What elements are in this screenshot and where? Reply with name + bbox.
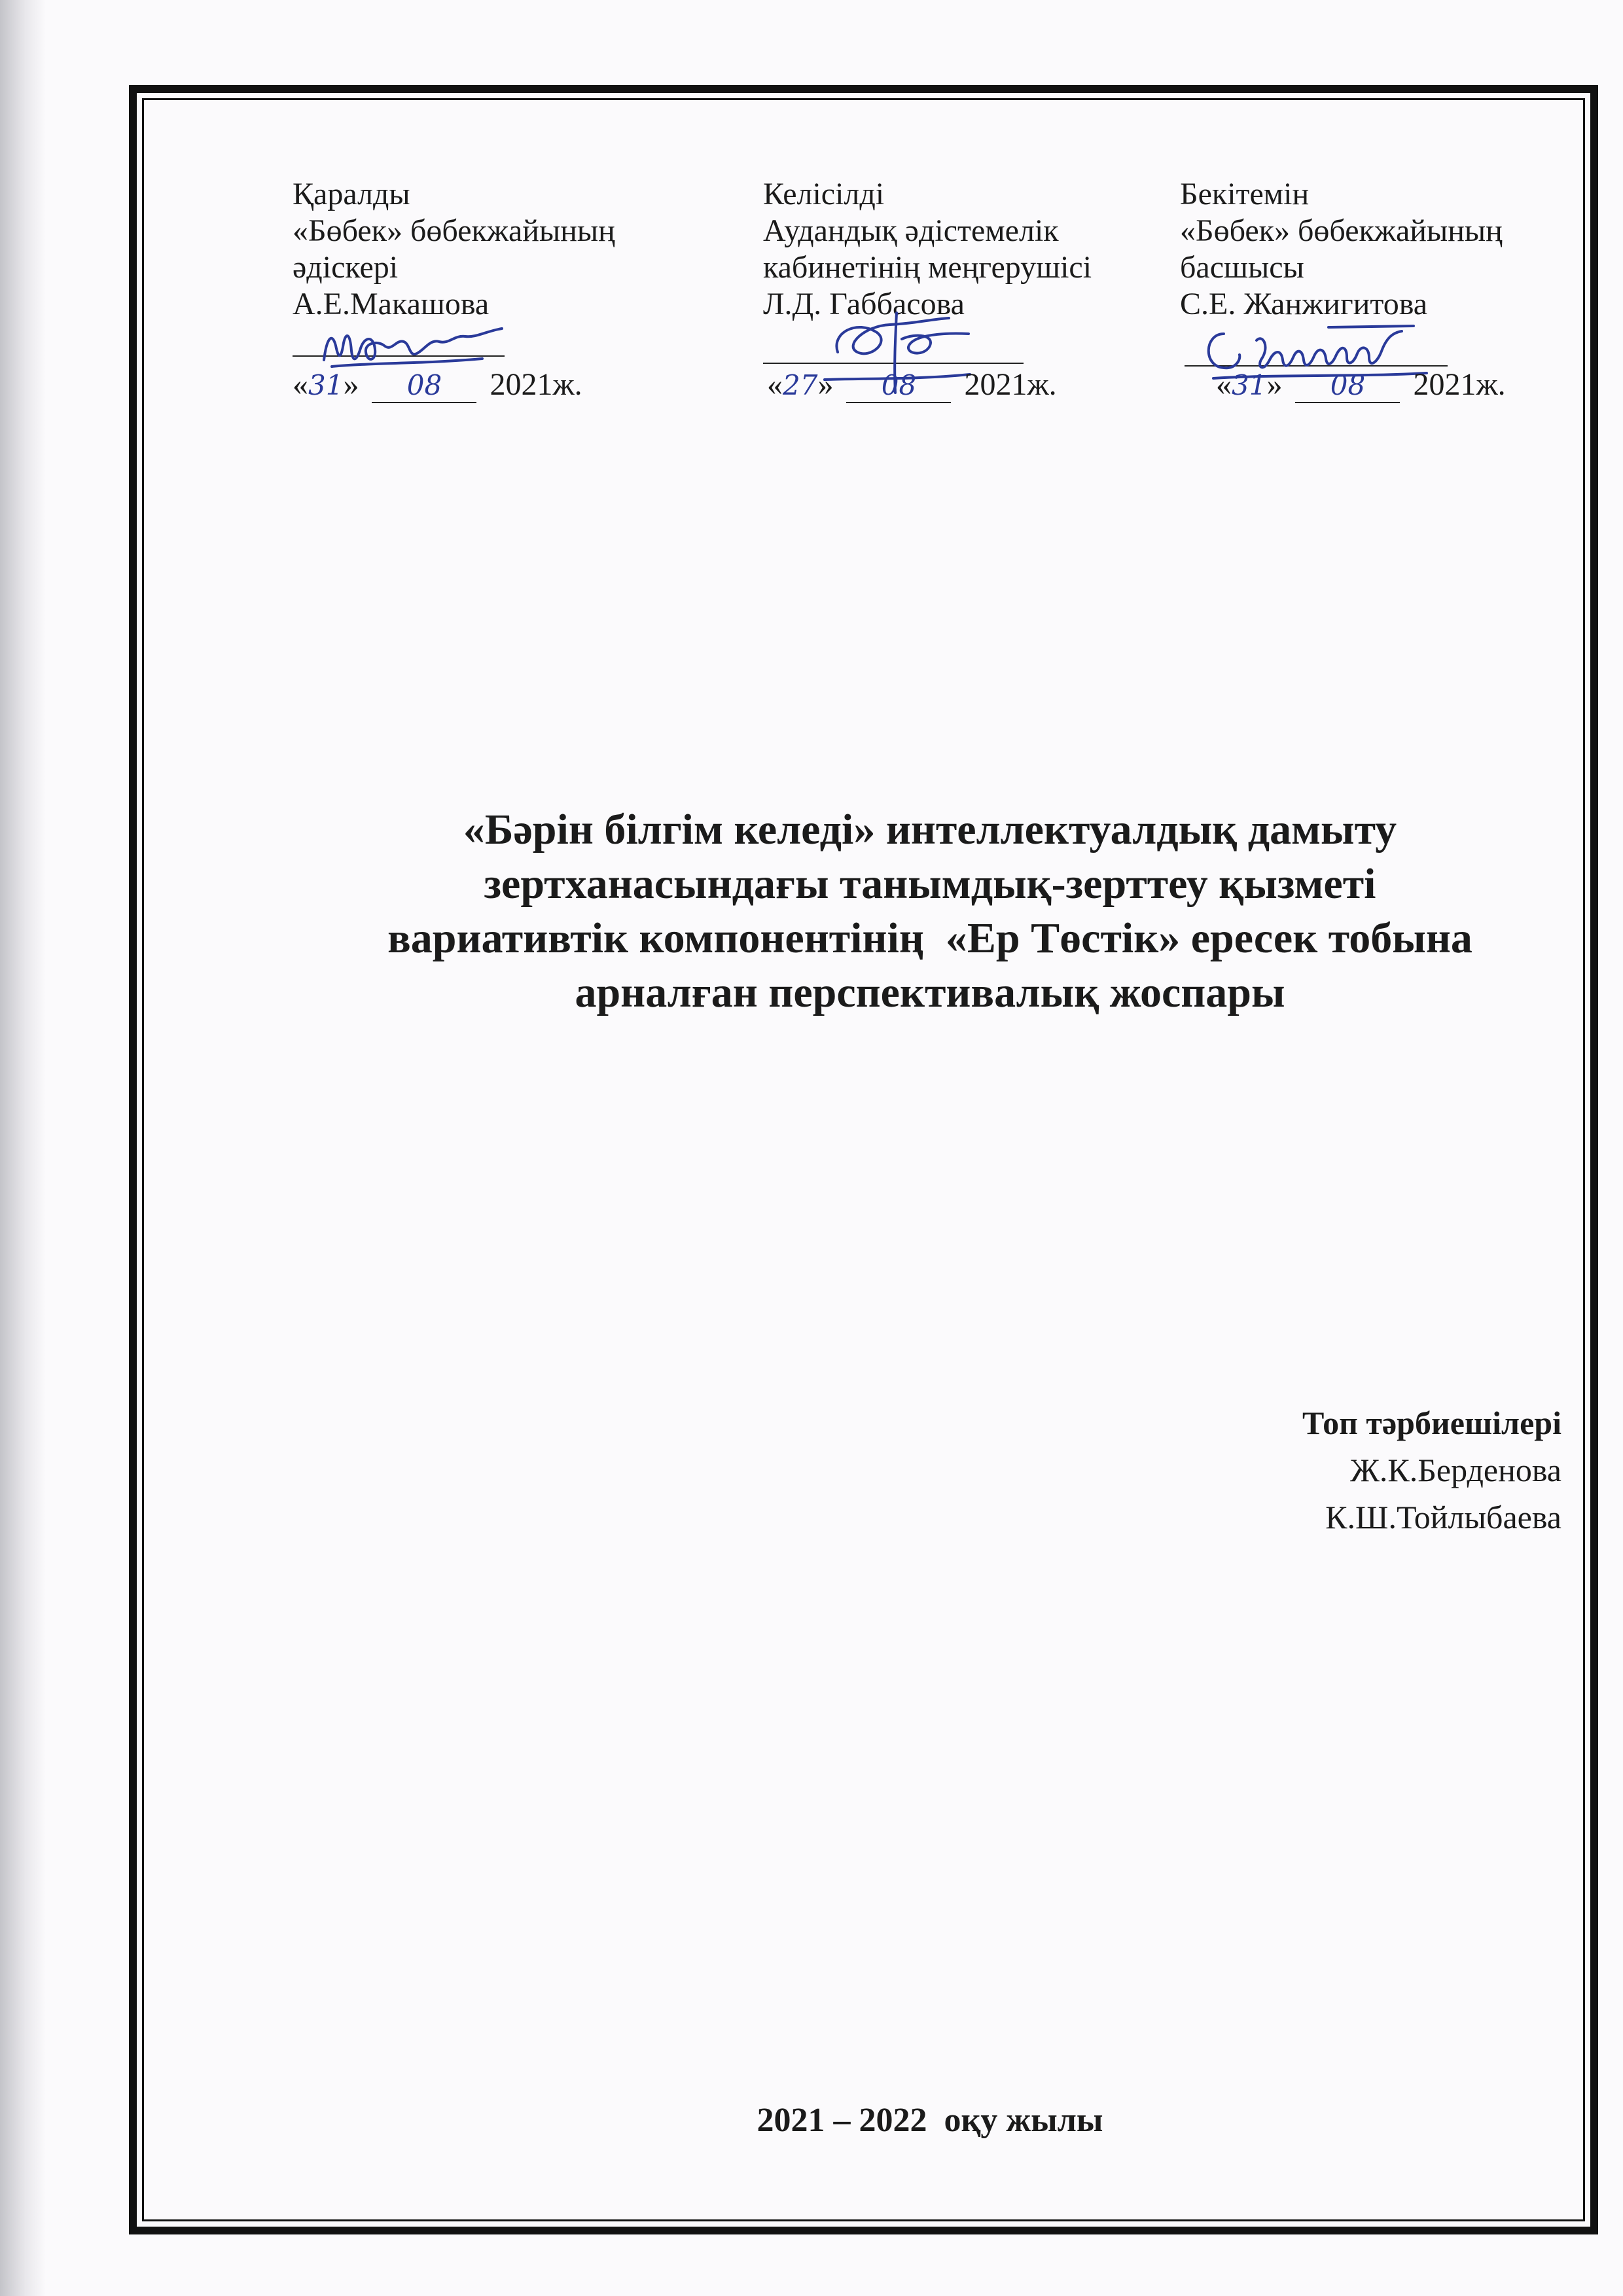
approval-reviewed	[293, 176, 615, 323]
document-title	[262, 802, 1598, 1020]
title-line: арналған перспективалық жоспары	[575, 969, 1285, 1016]
approval-role-line: «Бөбек» бөбекжайының	[293, 213, 615, 248]
approval-date	[767, 367, 1057, 404]
date-day: 27	[783, 369, 818, 401]
approval-date	[293, 367, 582, 404]
date-year: 2021ж.	[1413, 367, 1506, 402]
approval-role-line: басшысы	[1180, 250, 1304, 285]
teacher-name: К.Ш.Тойлыбаева	[1325, 1499, 1561, 1535]
approval-heading: Қаралды	[293, 177, 410, 211]
title-line: «Бәрін білгім келеді» интеллектуалдық дамыту	[463, 806, 1397, 853]
page-border-inner	[142, 98, 1585, 2221]
group-teachers	[1302, 1399, 1561, 1541]
approval-agreed	[763, 176, 1092, 323]
approval-name: А.Е.Макашова	[293, 287, 490, 321]
approval-name: С.Е. Жанжигитова	[1180, 287, 1428, 321]
date-quote-close: »	[817, 367, 834, 402]
date-month: 08	[372, 369, 476, 403]
date-day: 31	[308, 369, 344, 401]
approval-heading: Бекітемін	[1180, 177, 1310, 211]
approval-name: Л.Д. Габбасова	[763, 287, 965, 321]
teachers-heading: Топ тәрбиешілері	[1302, 1405, 1561, 1441]
date-year: 2021ж.	[964, 367, 1057, 402]
date-quote-close: »	[343, 367, 359, 402]
date-month: 08	[1295, 369, 1400, 403]
date-quote-open: «	[1216, 367, 1232, 402]
approval-role-line: «Бөбек» бөбекжайының	[1180, 213, 1503, 248]
approval-role-line: кабинетінің меңгерушісі	[763, 250, 1092, 285]
date-day: 31	[1232, 369, 1267, 401]
academic-year: 2021 – 2022 оқу жылы	[757, 2102, 1103, 2139]
approval-role-line: Аудандық әдістемелік	[763, 213, 1059, 248]
scan-edge-shadow	[0, 0, 46, 2296]
approval-role-line: әдіскері	[293, 250, 399, 285]
approval-approved	[1180, 176, 1503, 323]
teacher-name: Ж.К.Берденова	[1350, 1452, 1561, 1488]
date-quote-open: «	[767, 367, 783, 402]
title-line: зертханасындағы танымдық-зерттеу қызметі	[484, 860, 1376, 908]
title-line: вариативтік компонентінің «Ер Төстік» ересек тобына	[387, 914, 1472, 962]
page-border	[129, 85, 1598, 2234]
date-month: 08	[846, 369, 951, 403]
date-quote-open: «	[293, 367, 308, 402]
approval-date	[1216, 367, 1506, 404]
approval-heading: Келісілді	[763, 177, 885, 211]
date-quote-close: »	[1266, 367, 1283, 402]
date-year: 2021ж.	[490, 367, 582, 402]
